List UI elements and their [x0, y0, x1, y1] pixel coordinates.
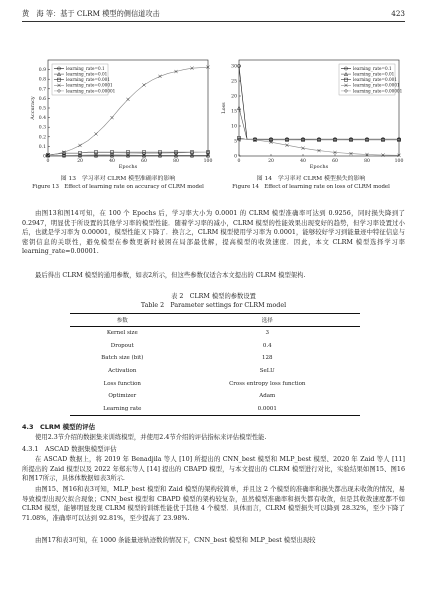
param-value: 0.4 — [262, 342, 272, 349]
param-value: SeLU — [259, 368, 275, 375]
table-row — [70, 327, 360, 340]
param-name: Optimizer — [108, 393, 137, 400]
table-header-param: 参数 — [70, 314, 175, 327]
legend-label: learning_rate=0.0001 — [353, 82, 400, 88]
table-row — [70, 352, 360, 365]
param-value: Adam — [259, 393, 276, 400]
figure-13-caption-en: Figure 13 Effect of learning rate on accuracy of CLRM model — [32, 184, 204, 190]
data-point — [126, 98, 129, 101]
table-header-row — [70, 314, 360, 327]
x-tick-label: 100 — [394, 159, 404, 164]
data-point — [94, 132, 97, 135]
param-value: 0.0001 — [175, 403, 360, 416]
y-tick-label: 0 — [43, 154, 46, 160]
x-tick-label: 40 — [300, 159, 306, 164]
paragraph-4-3: 使用2.3节介绍的数据集来训练模型，并使用2.4节介绍的评估指标来评估模型性能. — [35, 434, 267, 441]
y-tick-label: 0.3 — [38, 125, 46, 131]
figure-14-caption-en: Figure 14 Effect of learning rate on loss of CLRM model — [232, 184, 390, 190]
y-tick-label: 0.8 — [38, 77, 46, 83]
x-tick-label: 20 — [77, 159, 83, 164]
param-name: Loss function — [103, 380, 141, 387]
series-line — [48, 152, 208, 155]
y-tick-label: 0.4 — [38, 116, 46, 122]
legend-label: learning_rate=0.1 — [353, 65, 392, 71]
legend-label: learning_rate=0.00001 — [66, 88, 116, 94]
paragraph-ascad-results: 由图15、图16和表3可知，MLP_best 模型和 Zaid 模型的架构较简单，并且这 2 个模型的准确率和损失都出现未收敛的情况，易导致模型出现欠拟合现象；CNN_best 模型和 CBAPD 模型的架构较复杂，虽然模型准确率和损失都有收敛，但是其收敛速度都不如 CLRM 模型，能够明显发现 CLRM 模型的训练性能优于其他 4 个模型．具体而言，CLRM 模型损失可以降到 28.32%，至少下降了 71.08%，准确率可以达到 92.81%，至少提高了 23.98%. — [22, 486, 405, 522]
y-tick-label: 0.7 — [38, 87, 46, 93]
data-point — [78, 144, 81, 147]
y-tick-label: 0.1 — [38, 144, 46, 150]
accuracy-chart — [22, 56, 214, 172]
paragraph-ascad-traces: 由图17和表3可知，在 1000 条能量迹轨迹数的情况下，CNN_best 模型和 MLP_best 模型出现较 — [35, 537, 316, 544]
y-tick-label: 0.6 — [38, 96, 46, 102]
running-title: 黄 海 等：基于 CLRM 模型的侧信道攻击 — [22, 9, 160, 18]
series-line — [239, 108, 399, 139]
table-header-choice: 选择 — [175, 314, 360, 327]
x-tick-label: 80 — [173, 159, 179, 164]
parameter-table — [70, 313, 360, 416]
y-tick-label: 0.9 — [38, 68, 46, 74]
table-row — [70, 340, 360, 353]
table-2-title-zh: 表 2 CLRM 模型的参数设置 — [171, 293, 256, 300]
page-number: 423 — [391, 9, 405, 18]
x-tick-label: 0 — [237, 159, 241, 164]
y-tick-label: 0 — [234, 154, 237, 160]
data-point — [158, 75, 161, 78]
legend — [339, 64, 403, 95]
x-tick-label: 0 — [46, 159, 50, 164]
table-row — [70, 377, 360, 390]
x-tick-label: 60 — [332, 159, 338, 164]
param-value: 3 — [265, 330, 270, 337]
param-name: Batch size (bit) — [101, 355, 144, 362]
series-learning_rate=0.0001 — [237, 138, 400, 157]
y-tick-label: 5 — [234, 139, 237, 145]
y-axis-label: Loss — [221, 102, 227, 114]
data-point — [110, 116, 113, 119]
series-learning_rate=0.01 — [237, 106, 400, 141]
x-tick-label: 60 — [141, 159, 147, 164]
param-name: Activation — [108, 368, 137, 375]
figure-13-caption-zh: 图 13 学习率对 CLRM 模型准确率的影响 — [60, 176, 176, 182]
y-tick-label: 25 — [231, 79, 237, 85]
y-tick-label: 10 — [231, 124, 237, 130]
loss-chart — [219, 56, 405, 172]
y-tick-label: 20 — [231, 94, 237, 100]
data-point — [142, 83, 145, 86]
param-value: Cross entropy loss function — [229, 380, 306, 387]
param-name: Learning rate — [70, 403, 175, 416]
paragraph-learning-rate: 由图13和图14可知，在 100 个 Epochs 后，学习率大小为 0.0001 的 CLRM 模型准确率可达到 0.9256，同时损失降到了 0.2947，明显优于所设置的其他学习率的模型性能．随着学习率的减小，CLRM 模型的性能效果出现变好的趋势，但学习率设置过小后，也就是学习率为 0.00001，模型性能又下降了．换言之，CLRM 模型使用学习率为 0.0001，能够较好学习到能量迹中特征信息与密钥信息的关联性，避免模型在参数更新时被困在局部最优解，提高模型的收敛速度．因此，本文 CLRM 模型选择学习率 learning_rate=0.00001. — [22, 210, 405, 256]
y-tick-label: 30 — [231, 64, 237, 70]
table-2-title — [22, 293, 405, 310]
legend — [52, 64, 116, 95]
header-rule — [22, 21, 405, 22]
y-tick-label: 0.2 — [38, 135, 46, 141]
legend-label: learning_rate=0.001 — [353, 77, 397, 83]
legend-label: learning_rate=0.001 — [66, 77, 110, 83]
section-4-3-title: 4.3 CLRM 模型的评估 — [22, 423, 96, 431]
y-axis-label: Accuracy — [30, 96, 36, 120]
figure-14-caption — [225, 175, 397, 191]
y-tick-label: 15 — [231, 109, 237, 115]
legend-label: learning_rate=0.01 — [353, 71, 395, 77]
param-name: Dropout — [110, 342, 134, 349]
x-tick-label: 80 — [364, 159, 370, 164]
section-4-3-1-heading: 4.3.1 ASCAD 数据集模型评估 — [22, 445, 117, 453]
table-2-title-en: Table 2 Parameter settings for CLRM model — [140, 301, 287, 309]
section-4-3-heading — [22, 422, 95, 431]
legend-label: learning_rate=0.0001 — [66, 82, 113, 88]
x-tick-label: 40 — [109, 159, 115, 164]
paragraph-ascad-setup: 在 ASCAD 数据上，将 2019 年 Benadjila 等人 [10] 所提出的 CNN_best 模型和 MLP_best 模型、2020 年 Zaid 等人 [11] 所提出的 Zaid 模型以及 2022 年郑东等人 [14] 提出的 CBAPD 模型，与本文提出的 CLRM 模型进行对比，实验结果如图15、图16和图17所示，具体体数据如表3所示. — [22, 456, 405, 483]
legend-label: learning_rate=0.01 — [66, 71, 108, 77]
param-name: Kernel size — [106, 330, 138, 337]
param-value: 128 — [262, 355, 273, 362]
figure-14-caption-zh: 图 14 学习率对 CLRM 模型损失的影响 — [256, 176, 366, 182]
x-tick-label: 100 — [203, 159, 213, 164]
table-row — [70, 390, 360, 403]
legend-label: learning_rate=0.1 — [66, 65, 105, 71]
table-row — [70, 403, 360, 416]
x-tick-label: 20 — [268, 159, 274, 164]
legend-label: learning_rate=0.00001 — [353, 88, 403, 94]
y-tick-label: 0.5 — [38, 106, 46, 112]
table-row — [70, 365, 360, 378]
x-axis-label: Epochs — [118, 164, 138, 170]
paragraph-params: 最后得出 CLRM 模型的通用参数，如表2所示，但这些参数仅适合本文提出的 CLRM 模型架构. — [35, 272, 306, 279]
figure-13-caption — [28, 175, 208, 191]
running-header — [22, 9, 405, 21]
x-axis-label: Epochs — [309, 164, 329, 170]
